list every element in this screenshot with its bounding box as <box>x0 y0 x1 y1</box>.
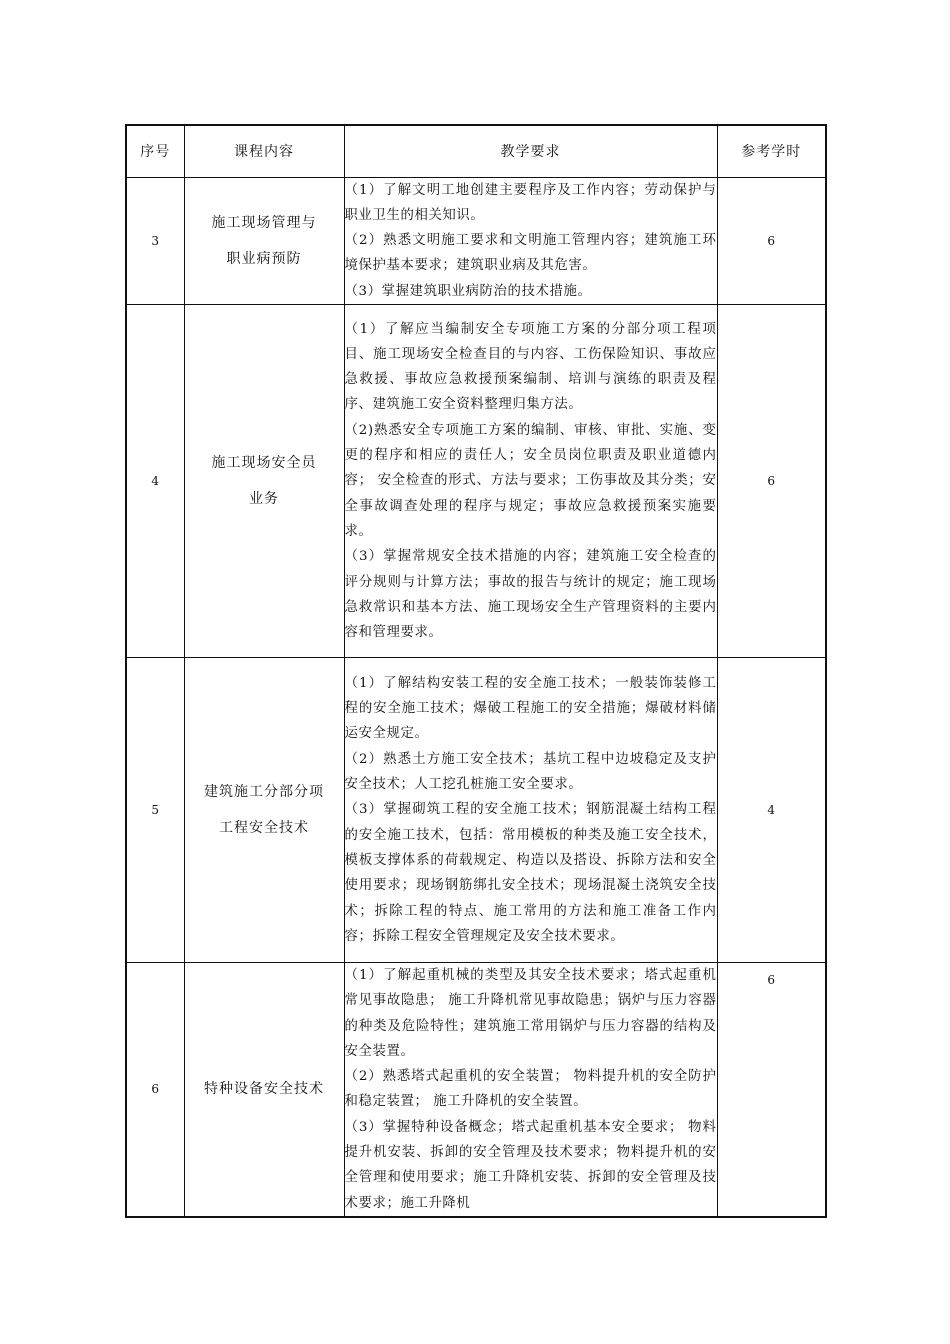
header-course: 课程内容 <box>184 125 344 177</box>
table-row <box>126 657 826 962</box>
table-header-row <box>126 125 826 177</box>
course-line: 建筑施工分部分项 <box>204 783 324 800</box>
requirement-item: （1）了解应当编制安全专项施工方案的分部分项工程项目、施工现场安全检查目的与内容、工伤保险知识、事故应急救援、事故应急救援预案编制、培训与演练的职责及程序、建筑施工安全资料整理归集方法。 <box>344 321 717 413</box>
requirement-item: （2）熟悉土方施工安全技术；基坑工程中边坡稳定及支护安全技术；人工挖孔桩施工安全要求。 <box>344 751 717 793</box>
course-line: 工程安全技术 <box>219 819 309 836</box>
row-requirements <box>344 177 717 304</box>
row-course <box>184 962 344 1216</box>
row-hours: 6 <box>717 304 826 657</box>
requirement-item: （3）掌握特种设备概念；塔式起重机基本安全要求； 物料提升机安装、拆卸的安全管理及技术要求；物料提升机的安全管理和使用要求；施工升降机安装、拆卸的安全管理及技术要求；施工升降机 <box>344 1119 717 1211</box>
course-line: 特种设备安全技术 <box>204 1081 324 1098</box>
row-course <box>184 304 344 657</box>
requirement-item: （3）掌握建筑职业病防治的技术措施。 <box>344 283 592 299</box>
table-row <box>126 962 826 1216</box>
course-line: 职业病预防 <box>226 250 302 267</box>
row-requirements <box>344 962 717 1216</box>
row-course <box>184 177 344 304</box>
curriculum-table <box>125 124 827 1218</box>
row-seq: 4 <box>126 304 184 657</box>
requirement-item: （3）掌握砌筑工程的安全施工技术；钢筋混凝土结构工程的安全施工技术，包括：常用模板的种类及施工安全技术，模板支撑体系的荷载规定、构造以及搭设、拆除方法和安全使用要求；现场钢筋绑扎安全技术；现场混凝土浇筑安全技术；拆除工程的特点、施工常用的方法和施工准备工作内容；拆除工程安全管理规定及安全技术要求。 <box>344 802 717 944</box>
table-row <box>126 177 826 304</box>
row-seq: 5 <box>126 657 184 962</box>
row-requirements <box>344 304 717 657</box>
course-line: 施工现场安全员 <box>211 454 317 471</box>
requirement-item: （1）了解文明工地创建主要程序及工作内容；劳动保护与职业卫生的相关知识。 <box>344 182 717 223</box>
row-course <box>184 657 344 962</box>
row-seq: 3 <box>126 177 184 304</box>
course-line: 业务 <box>249 490 279 507</box>
requirement-item: （1）了解结构安装工程的安全施工技术；一般装饰装修工程的安全施工技术；爆破工程施工的安全措施；爆破材料储运安全规定。 <box>344 675 717 742</box>
course-line: 施工现场管理与 <box>211 214 317 231</box>
row-hours: 6 <box>717 177 826 304</box>
row-hours: 4 <box>717 657 826 962</box>
row-requirements <box>344 657 717 962</box>
requirement-item: （2）熟悉文明施工要求和文明施工管理内容；建筑施工环境保护基本要求；建筑职业病及其危害。 <box>344 233 717 274</box>
requirement-item: （3）掌握常规安全技术措施的内容；建筑施工安全检查的评分规则与计算方法；事故的报告与统计的规定；施工现场急救常识和基本方法、施工现场安全生产管理资料的主要内容和管理要求。 <box>344 549 717 641</box>
header-seq: 序号 <box>126 125 184 177</box>
row-seq: 6 <box>126 962 184 1216</box>
table-row <box>126 304 826 657</box>
requirement-item: （2)熟悉安全专项施工方案的编制、审核、审批、实施、变更的程序和相应的责任人；安全员岗位职责及职业道德内容； 安全检查的形式、方法与要求；工伤事故及其分类；安全事故调查处理的程序与规定；事故应急救援预案实施要求。 <box>344 422 717 539</box>
row-hours: 6 <box>717 962 826 1216</box>
requirement-item: （2）熟悉塔式起重机的安全装置； 物料提升机的安全防护和稳定装置； 施工升降机的安全装置。 <box>344 1069 717 1110</box>
header-hours: 参考学时 <box>717 125 826 177</box>
requirement-item: （1）了解起重机械的类型及其安全技术要求；塔式起重机常见事故隐患； 施工升降机常见事故隐患；锅炉与压力容器的种类及危险特性；建筑施工常用锅炉与压力容器的结构及安全装置。 <box>344 967 717 1059</box>
header-requirements: 教学要求 <box>344 125 717 177</box>
